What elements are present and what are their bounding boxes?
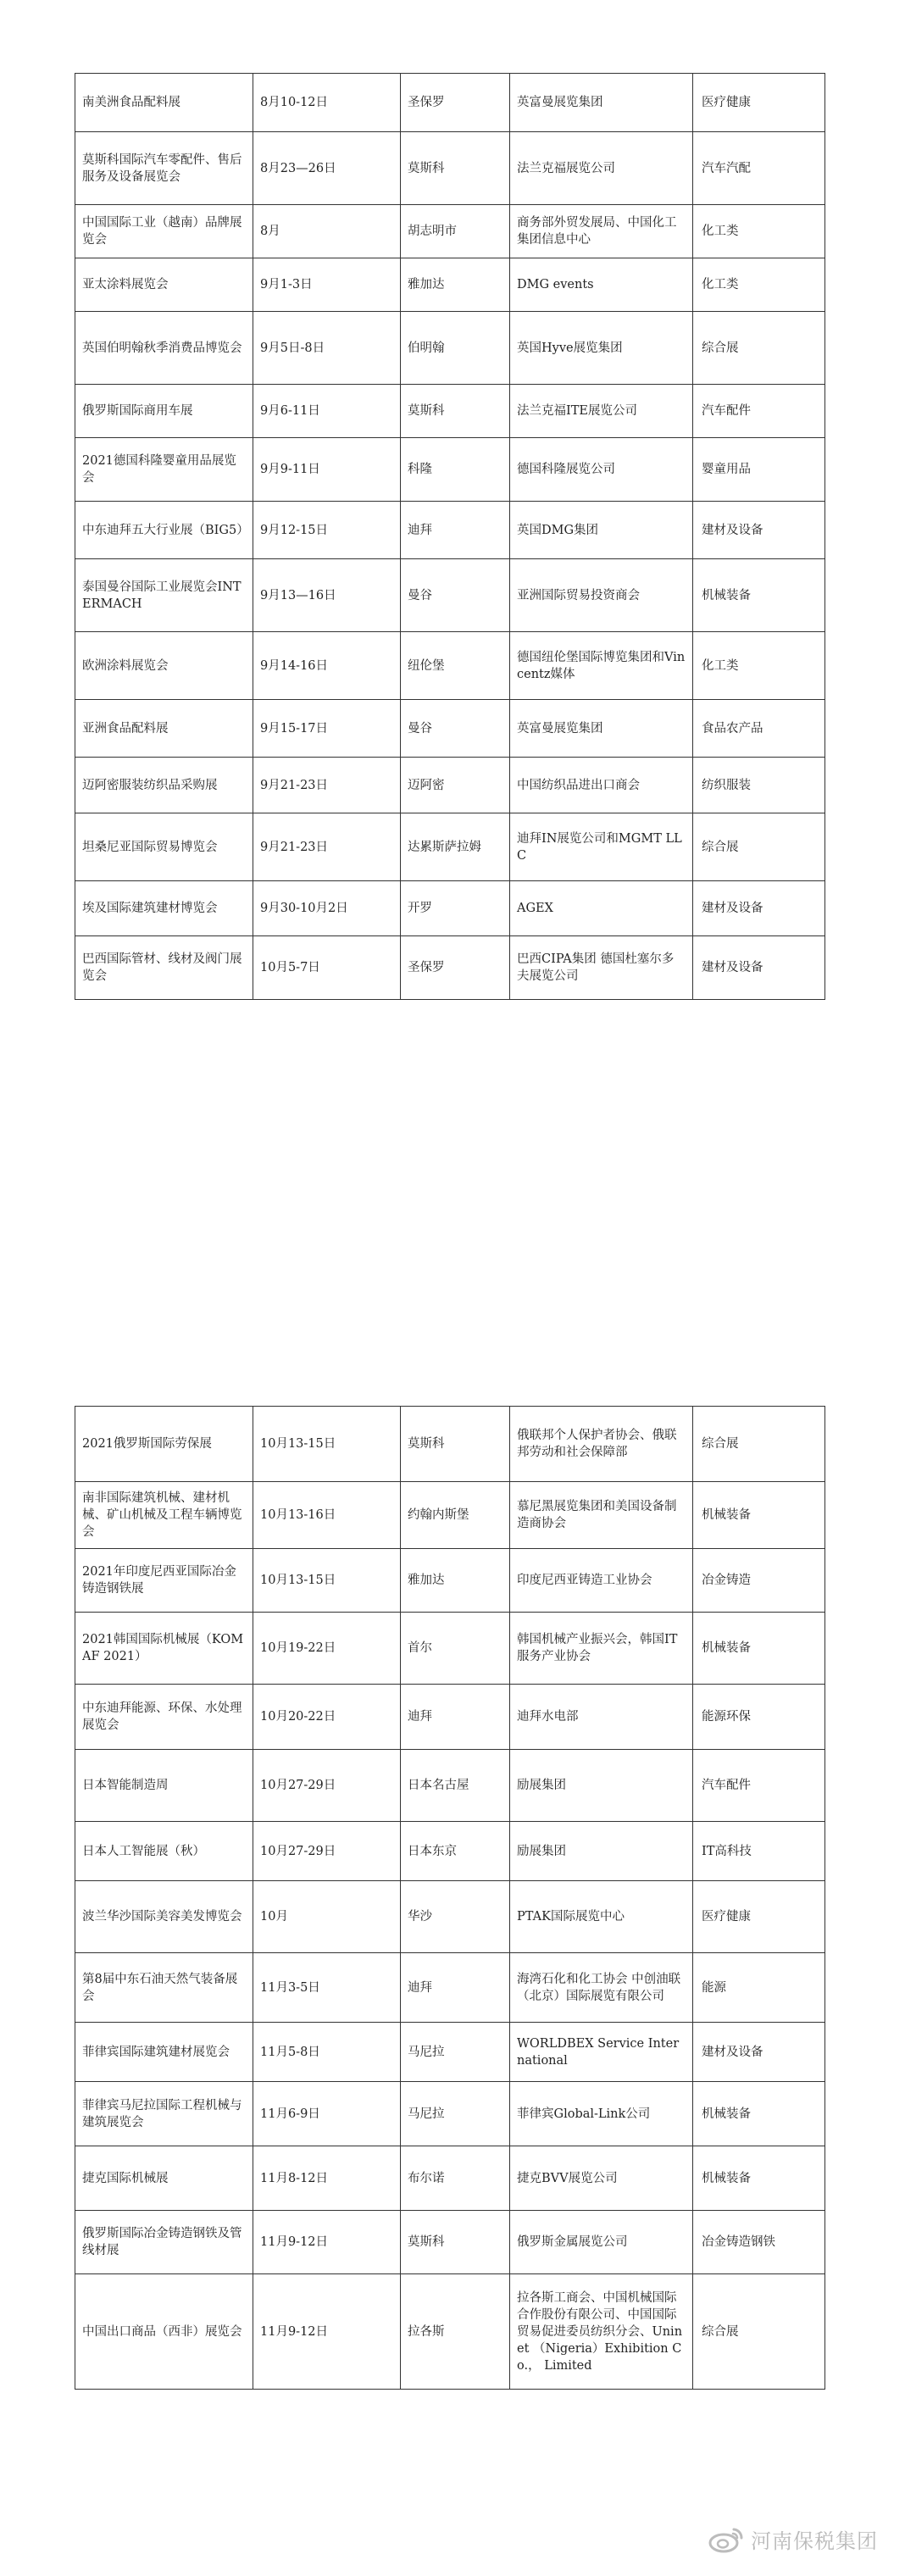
cell-category: 机械装备 xyxy=(693,1613,825,1685)
table-row xyxy=(75,813,825,881)
cell-date: 11月5-8日 xyxy=(253,2023,401,2082)
cell-date: 10月 xyxy=(253,1881,401,1953)
cell-category: 建材及设备 xyxy=(693,881,825,936)
cell-organizer: 迪拜IN展览公司和MGMT LLC xyxy=(510,813,693,881)
table-row xyxy=(75,1881,825,1953)
cell-date: 10月13-16日 xyxy=(253,1482,401,1549)
cell-city: 达累斯萨拉姆 xyxy=(401,813,510,881)
cell-organizer: 亚洲国际贸易投资商会 xyxy=(510,559,693,632)
cell-date: 9月14-16日 xyxy=(253,632,401,700)
cell-category: 化工类 xyxy=(693,258,825,312)
cell-city: 纽伦堡 xyxy=(401,632,510,700)
table-row xyxy=(75,1407,825,1482)
table-row xyxy=(75,502,825,559)
table-row xyxy=(75,559,825,632)
cell-name: 亚洲食品配料展 xyxy=(75,700,253,758)
table-row xyxy=(75,1750,825,1822)
cell-date: 9月21-23日 xyxy=(253,813,401,881)
cell-category: 汽车配件 xyxy=(693,385,825,438)
cell-category: 建材及设备 xyxy=(693,2023,825,2082)
cell-organizer: 商务部外贸发展局、中国化工集团信息中心 xyxy=(510,205,693,258)
cell-organizer: WORLDBEX Service International xyxy=(510,2023,693,2082)
cell-city: 莫斯科 xyxy=(401,132,510,205)
table-row xyxy=(75,1685,825,1750)
cell-organizer: 巴西CIPA集团 德国杜塞尔多夫展览公司 xyxy=(510,936,693,1000)
cell-organizer: 俄罗斯金属展览公司 xyxy=(510,2211,693,2274)
watermark-text: 河南保税集团 xyxy=(751,2529,878,2553)
cell-category: 综合展 xyxy=(693,1407,825,1482)
table-row xyxy=(75,2211,825,2274)
cell-name: 日本人工智能展（秋） xyxy=(75,1822,253,1881)
table-row xyxy=(75,2146,825,2211)
cell-date: 11月3-5日 xyxy=(253,1953,401,2023)
cell-category: 婴童用品 xyxy=(693,438,825,502)
cell-name: 巴西国际管材、线材及阀门展览会 xyxy=(75,936,253,1000)
table-row xyxy=(75,700,825,758)
cell-organizer: 英富曼展览集团 xyxy=(510,700,693,758)
table-row xyxy=(75,1953,825,2023)
cell-name: 中东迪拜能源、环保、水处理展览会 xyxy=(75,1685,253,1750)
cell-date: 11月9-12日 xyxy=(253,2274,401,2390)
cell-organizer: 英国DMG集团 xyxy=(510,502,693,559)
cell-city: 马尼拉 xyxy=(401,2023,510,2082)
cell-city: 迪拜 xyxy=(401,1953,510,2023)
table-row xyxy=(75,132,825,205)
cell-name: 俄罗斯国际冶金铸造钢铁及管线材展 xyxy=(75,2211,253,2274)
cell-category: 综合展 xyxy=(693,312,825,385)
cell-date: 9月9-11日 xyxy=(253,438,401,502)
cell-name: 坦桑尼亚国际贸易博览会 xyxy=(75,813,253,881)
cell-organizer: 慕尼黑展览集团和美国设备制造商协会 xyxy=(510,1482,693,1549)
cell-organizer: 菲律宾Global-Link公司 xyxy=(510,2082,693,2146)
exhibition-table-2 xyxy=(75,1406,825,2390)
cell-category: 冶金铸造钢铁 xyxy=(693,2211,825,2274)
cell-city: 圣保罗 xyxy=(401,74,510,132)
cell-name: 2021俄罗斯国际劳保展 xyxy=(75,1407,253,1482)
cell-organizer: 法兰克福展览公司 xyxy=(510,132,693,205)
cell-organizer: DMG events xyxy=(510,258,693,312)
cell-category: 机械装备 xyxy=(693,559,825,632)
cell-city: 曼谷 xyxy=(401,700,510,758)
table-row xyxy=(75,2274,825,2390)
cell-name: 俄罗斯国际商用车展 xyxy=(75,385,253,438)
cell-city: 雅加达 xyxy=(401,258,510,312)
cell-name: 第8届中东石油天然气装备展会 xyxy=(75,1953,253,2023)
table-row xyxy=(75,881,825,936)
cell-date: 9月21-23日 xyxy=(253,758,401,813)
cell-date: 10月27-29日 xyxy=(253,1750,401,1822)
cell-category: 冶金铸造 xyxy=(693,1549,825,1613)
table-row xyxy=(75,936,825,1000)
cell-name: 中国国际工业（越南）品牌展览会 xyxy=(75,205,253,258)
cell-organizer: 中国纺织品进出口商会 xyxy=(510,758,693,813)
table-row xyxy=(75,385,825,438)
cell-date: 10月19-22日 xyxy=(253,1613,401,1685)
cell-category: 汽车配件 xyxy=(693,1750,825,1822)
cell-date: 10月13-15日 xyxy=(253,1549,401,1613)
cell-date: 9月6-11日 xyxy=(253,385,401,438)
cell-organizer: 韩国机械产业振兴会，韩国IT服务产业协会 xyxy=(510,1613,693,1685)
cell-organizer: 英国Hyve展览集团 xyxy=(510,312,693,385)
table-row xyxy=(75,205,825,258)
table-row xyxy=(75,258,825,312)
cell-date: 9月15-17日 xyxy=(253,700,401,758)
cell-city: 日本东京 xyxy=(401,1822,510,1881)
cell-date: 10月27-29日 xyxy=(253,1822,401,1881)
cell-name: 中国出口商品（西非）展览会 xyxy=(75,2274,253,2390)
table-row xyxy=(75,2082,825,2146)
cell-city: 科隆 xyxy=(401,438,510,502)
cell-organizer: 迪拜水电部 xyxy=(510,1685,693,1750)
cell-city: 马尼拉 xyxy=(401,2082,510,2146)
cell-date: 9月13—16日 xyxy=(253,559,401,632)
table-1-body xyxy=(75,74,825,1000)
table-row xyxy=(75,1613,825,1685)
cell-organizer: 拉各斯工商会、中国机械国际合作股份有限公司、中国国际贸易促进委员纺织分会、Uninet （Nigeria）Exhibition Co.， Limited xyxy=(510,2274,693,2390)
cell-date: 10月5-7日 xyxy=(253,936,401,1000)
table-row xyxy=(75,74,825,132)
cell-category: 机械装备 xyxy=(693,1482,825,1549)
cell-date: 10月20-22日 xyxy=(253,1685,401,1750)
cell-name: 莫斯科国际汽车零配件、售后服务及设备展览会 xyxy=(75,132,253,205)
cell-name: 埃及国际建筑建材博览会 xyxy=(75,881,253,936)
cell-city: 布尔诺 xyxy=(401,2146,510,2211)
cell-city: 迈阿密 xyxy=(401,758,510,813)
cell-organizer: PTAK国际展览中心 xyxy=(510,1881,693,1953)
cell-date: 11月8-12日 xyxy=(253,2146,401,2211)
cell-city: 圣保罗 xyxy=(401,936,510,1000)
table-row xyxy=(75,1822,825,1881)
table-row xyxy=(75,1549,825,1613)
cell-date: 9月12-15日 xyxy=(253,502,401,559)
cell-organizer: 英富曼展览集团 xyxy=(510,74,693,132)
cell-organizer: 海湾石化和化工协会 中创油联（北京）国际展览有限公司 xyxy=(510,1953,693,2023)
cell-organizer: 捷克BVV展览公司 xyxy=(510,2146,693,2211)
cell-organizer: 法兰克福ITE展览公司 xyxy=(510,385,693,438)
cell-city: 迪拜 xyxy=(401,1685,510,1750)
cell-category: 医疗健康 xyxy=(693,1881,825,1953)
cell-city: 约翰内斯堡 xyxy=(401,1482,510,1549)
cell-category: 化工类 xyxy=(693,632,825,700)
cell-category: 机械装备 xyxy=(693,2146,825,2211)
cell-organizer: AGEX xyxy=(510,881,693,936)
cell-name: 中东迪拜五大行业展（BIG5） xyxy=(75,502,253,559)
cell-city: 华沙 xyxy=(401,1881,510,1953)
cell-city: 拉各斯 xyxy=(401,2274,510,2390)
cell-city: 开罗 xyxy=(401,881,510,936)
cell-organizer: 德国纽伦堡国际博览集团和Vincentz媒体 xyxy=(510,632,693,700)
cell-organizer: 励展集团 xyxy=(510,1822,693,1881)
cell-date: 9月30-10月2日 xyxy=(253,881,401,936)
cell-name: 南非国际建筑机械、建材机械、矿山机械及工程车辆博览会 xyxy=(75,1482,253,1549)
cell-city: 日本名古屋 xyxy=(401,1750,510,1822)
cell-name: 波兰华沙国际美容美发博览会 xyxy=(75,1881,253,1953)
cell-category: 能源环保 xyxy=(693,1685,825,1750)
cell-name: 2021年印度尼西亚国际冶金铸造钢铁展 xyxy=(75,1549,253,1613)
cell-category: 化工类 xyxy=(693,205,825,258)
cell-date: 8月10-12日 xyxy=(253,74,401,132)
cell-name: 菲律宾马尼拉国际工程机械与建筑展览会 xyxy=(75,2082,253,2146)
cell-category: 建材及设备 xyxy=(693,502,825,559)
cell-name: 2021韩国国际机械展（KOMAF 2021） xyxy=(75,1613,253,1685)
cell-date: 9月1-3日 xyxy=(253,258,401,312)
cell-name: 南美洲食品配料展 xyxy=(75,74,253,132)
cell-city: 迪拜 xyxy=(401,502,510,559)
cell-category: 能源 xyxy=(693,1953,825,2023)
cell-name: 英国伯明翰秋季消费品博览会 xyxy=(75,312,253,385)
cell-organizer: 励展集团 xyxy=(510,1750,693,1822)
exhibition-table-1 xyxy=(75,73,825,1000)
cell-date: 9月5日-8日 xyxy=(253,312,401,385)
table-row xyxy=(75,758,825,813)
cell-city: 曼谷 xyxy=(401,559,510,632)
cell-city: 莫斯科 xyxy=(401,385,510,438)
cell-date: 11月9-12日 xyxy=(253,2211,401,2274)
cell-city: 莫斯科 xyxy=(401,2211,510,2274)
table-row xyxy=(75,312,825,385)
cell-organizer: 德国科隆展览公司 xyxy=(510,438,693,502)
cell-name: 迈阿密服装纺织品采购展 xyxy=(75,758,253,813)
cell-name: 亚太涂料展览会 xyxy=(75,258,253,312)
cell-date: 11月6-9日 xyxy=(253,2082,401,2146)
cell-name: 菲律宾国际建筑建材展览会 xyxy=(75,2023,253,2082)
weibo-watermark xyxy=(708,2524,878,2554)
cell-category: 汽车汽配 xyxy=(693,132,825,205)
table-2-body xyxy=(75,1407,825,2390)
cell-category: 机械装备 xyxy=(693,2082,825,2146)
cell-name: 泰国曼谷国际工业展览会INTERMACH xyxy=(75,559,253,632)
cell-category: 综合展 xyxy=(693,813,825,881)
cell-name: 欧洲涂料展览会 xyxy=(75,632,253,700)
weibo-logo-icon xyxy=(708,2526,744,2553)
cell-category: 纺织服装 xyxy=(693,758,825,813)
cell-category: 综合展 xyxy=(693,2274,825,2390)
cell-city: 首尔 xyxy=(401,1613,510,1685)
cell-name: 捷克国际机械展 xyxy=(75,2146,253,2211)
cell-name: 日本智能制造周 xyxy=(75,1750,253,1822)
cell-date: 10月13-15日 xyxy=(253,1407,401,1482)
table-row xyxy=(75,438,825,502)
cell-organizer: 印度尼西亚铸造工业协会 xyxy=(510,1549,693,1613)
table-row xyxy=(75,632,825,700)
cell-city: 伯明翰 xyxy=(401,312,510,385)
cell-organizer: 俄联邦个人保护者协会、俄联邦劳动和社会保障部 xyxy=(510,1407,693,1482)
table-row xyxy=(75,1482,825,1549)
cell-name: 2021德国科隆婴童用品展览会 xyxy=(75,438,253,502)
cell-category: IT高科技 xyxy=(693,1822,825,1881)
cell-category: 医疗健康 xyxy=(693,74,825,132)
cell-city: 雅加达 xyxy=(401,1549,510,1613)
cell-category: 建材及设备 xyxy=(693,936,825,1000)
cell-date: 8月23—26日 xyxy=(253,132,401,205)
cell-category: 食品农产品 xyxy=(693,700,825,758)
cell-date: 8月 xyxy=(253,205,401,258)
cell-city: 胡志明市 xyxy=(401,205,510,258)
table-row xyxy=(75,2023,825,2082)
cell-city: 莫斯科 xyxy=(401,1407,510,1482)
